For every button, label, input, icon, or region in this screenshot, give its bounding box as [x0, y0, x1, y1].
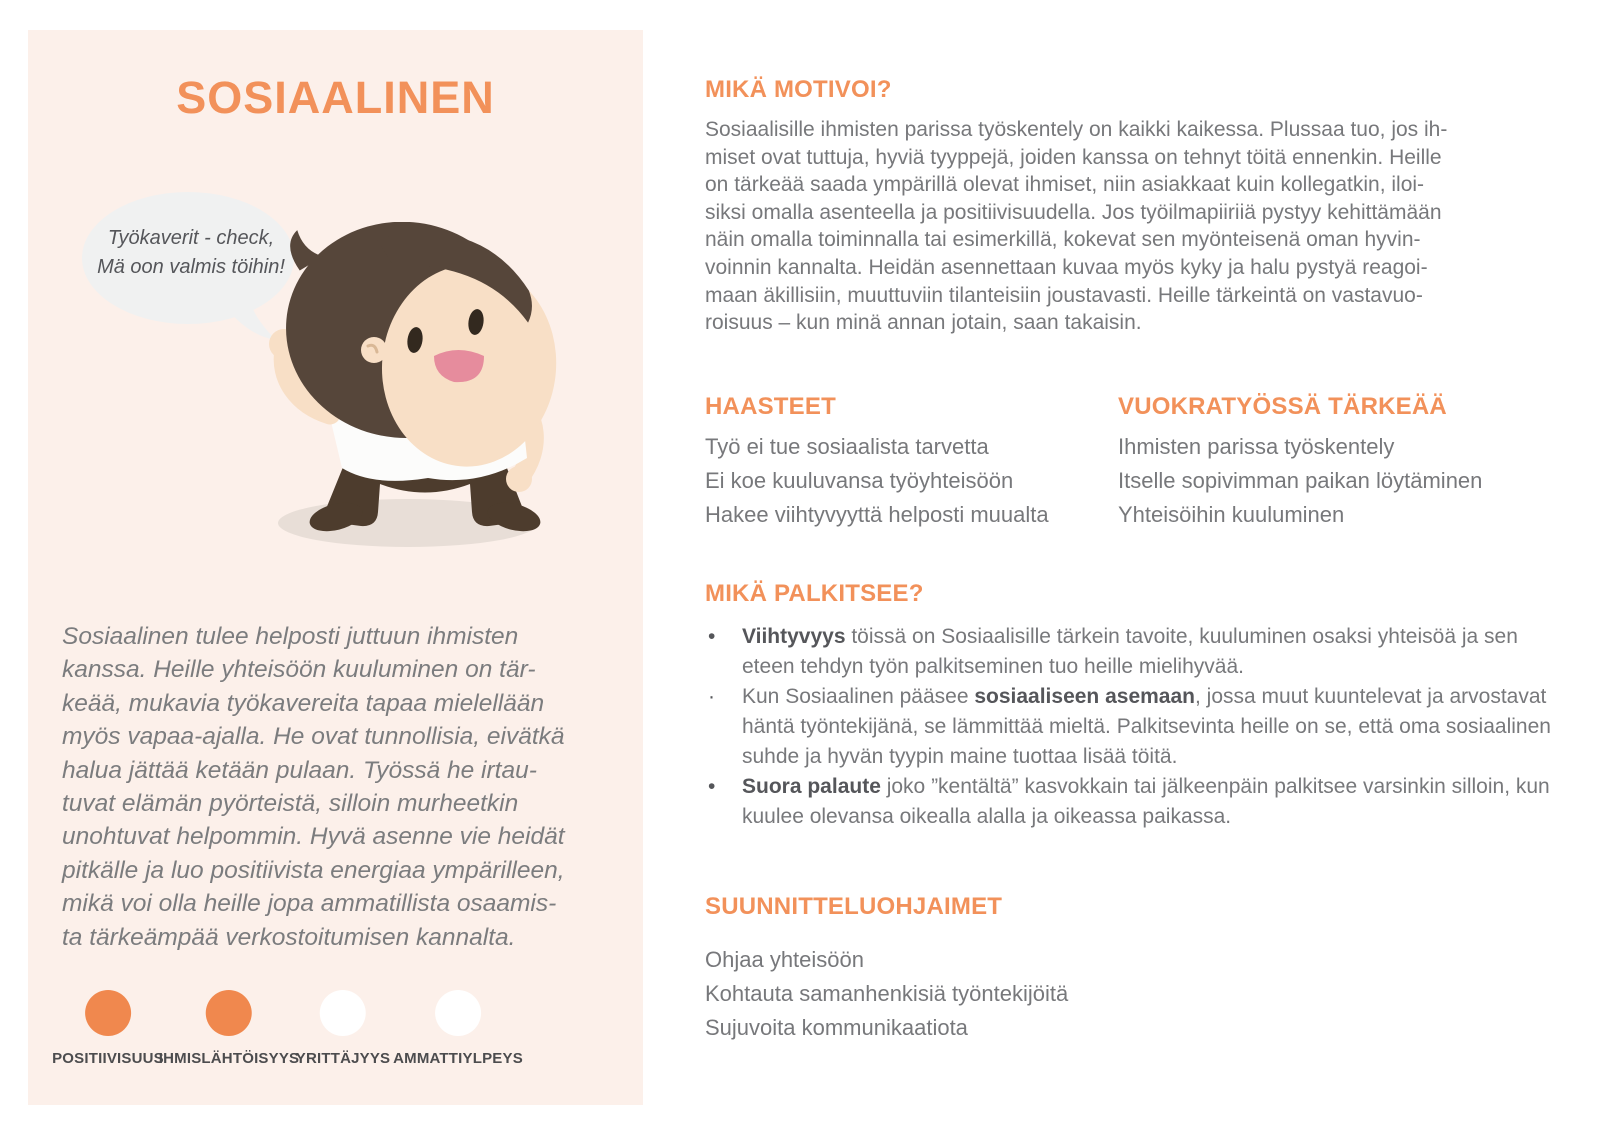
- challenge-item: Ei koe kuuluvansa työyhteisöön: [705, 468, 1014, 493]
- trait-label: POSITIIVISUUS: [52, 1050, 164, 1067]
- section-rewards: [705, 580, 1554, 832]
- paragraph-line: on tärkeää saada ympärillä olevat ihmiset, niin asiakkaat kuin kollegatkin, iloi-: [705, 173, 1425, 197]
- challenge-item: Hakee viihtyvyyttä helposti muualta: [705, 502, 1049, 527]
- section-design-drivers: [705, 893, 1068, 1045]
- paragraph-line: miset ovat tuttuja, hyviä tyyppejä, joiden kanssa on tehnyt töitä ennenkin. Heille: [705, 145, 1442, 169]
- description-line: myös vapaa-ajalla. He ovat tunnollisia, eivätkä: [62, 723, 565, 751]
- description-line: mikä voi olla heille jopa ammatillista osaamis-: [62, 890, 557, 918]
- description-line: kanssa. Heille yhteisöön kuuluminen on tär-: [62, 656, 536, 684]
- bullet-text: Viihtyvyys töissä on Sosiaalisille tärkein tavoite, kuuluminen osaksi yhteisöä ja sen eteen tehdyn työn palkitseminen tuo heille mielihyvää.: [742, 625, 1518, 678]
- description-line: Sosiaalinen tulee helposti juttuun ihmisten: [62, 623, 519, 650]
- paragraph-line: voinnin kannalta. Heidän asennettaan kuvaa myös kyky ja halu pystyä reagoi-: [705, 255, 1428, 279]
- motivates-paragraph: [705, 116, 1447, 337]
- paragraph-line: siksi omalla asenteella ja positiivisuudella. Jos työilmapiiriiä pystyy kehittämään: [705, 200, 1442, 224]
- trait-circle: [206, 990, 252, 1036]
- trait-yrittajyys: [296, 990, 391, 1067]
- section-heading: VUOKRATYÖSSÄ TÄRKEÄÄ: [1118, 393, 1447, 420]
- reward-bullet: [705, 772, 1554, 832]
- character-illustration: [228, 222, 573, 552]
- description-line: tuvat elämän pyörteistä, silloin murheetkin: [62, 790, 519, 818]
- section-heading: MIKÄ PALKITSEE?: [705, 580, 924, 607]
- speech-line-1: Työkaverit - check,: [107, 227, 275, 249]
- challenges-list: [705, 430, 1049, 532]
- paragraph-line: roisuus – kun minä annan jotain, saan takaisin.: [705, 311, 1142, 335]
- left-panel: [28, 30, 643, 1105]
- trait-label: YRITTÄJYYS: [295, 1050, 391, 1067]
- design-driver-item: Kohtauta samanhenkisiä työntekijöitä: [705, 981, 1069, 1006]
- paragraph-line: Sosiaalisille ihmisten parissa työskentely on kaikki kaikessa. Plussaa tuo, jos ih-: [705, 118, 1448, 141]
- description-line: keää, mukavia työkavereita tapaa mielellään: [62, 689, 545, 717]
- section-temp-work: [1118, 393, 1482, 532]
- section-heading: HAASTEET: [705, 393, 836, 420]
- section-heading: SUUNNITTELUOHJAIMET: [705, 893, 1003, 920]
- design-driver-item: Sujuvoita kommunikaatiota: [705, 1015, 968, 1040]
- reward-bullet: [705, 622, 1554, 682]
- trait-positiivisuus: [52, 990, 164, 1067]
- trait-ihmislahtoisyys: [159, 990, 300, 1067]
- rewards-list: [705, 622, 1554, 832]
- profile-description: [62, 620, 565, 954]
- design-driver-item: Ohjaa yhteisöön: [705, 947, 864, 972]
- bullet-text: Kun Sosiaalinen pääsee sosiaaliseen asemaan, jossa muut kuuntelevat ja arvostavat häntä työntekijänä, se lämmittää mieltä. Palkitsevinta heille on se, että oma sosiaalinen suhde ja hyvän tyypin maine tuottaa lisää töitä.: [742, 685, 1551, 768]
- description-line: ta tärkeämpää verkostoitumisen kannalta.: [62, 923, 516, 951]
- section-motivates: [705, 76, 1447, 337]
- challenge-item: Työ ei tue sosiaalista tarvetta: [705, 434, 989, 459]
- trait-label: IHMISLÄHTÖISYYS: [158, 1050, 300, 1067]
- temp-work-item: Itselle sopivimman paikan löytäminen: [1118, 468, 1483, 493]
- temp-work-list: [1118, 430, 1482, 532]
- section-heading: MIKÄ MOTIVOI?: [705, 76, 892, 103]
- paragraph-line: näin omalla toiminnalla tai esimerkillä, kokevat sen myönteisenä oman hyvin-: [705, 228, 1421, 252]
- profile-title: SOSIAALINEN: [176, 72, 495, 123]
- trait-ammattiylpeys: [393, 990, 523, 1067]
- speech-line-2: Mä oon valmis töihin!: [97, 256, 285, 278]
- temp-work-item: Ihmisten parissa työskentely: [1118, 434, 1395, 459]
- trait-circle: [435, 990, 481, 1036]
- paragraph-line: maan äkillisiin, muuttuviin tilanteisiin joustavasti. Heille tärkeintä on vastavuo-: [705, 283, 1423, 307]
- bullet-marker: ·: [708, 685, 715, 708]
- reward-bullet: [705, 682, 1554, 772]
- temp-work-item: Yhteisöihin kuuluminen: [1118, 502, 1345, 527]
- trait-label: AMMATTIYLPEYS: [393, 1050, 523, 1067]
- description-line: halua jättää ketään pulaan. Työssä he irtau-: [62, 756, 537, 784]
- design-drivers-list: [705, 943, 1068, 1045]
- description-line: pitkälle ja luo positiivista energiaa ympärilleen,: [62, 856, 565, 884]
- trait-circle: [320, 990, 366, 1036]
- trait-circle: [85, 990, 131, 1036]
- bullet-marker: •: [708, 775, 716, 798]
- section-challenges: [705, 393, 1049, 532]
- description-line: unohtuvat helpommin. Hyvä asenne vie heidät: [62, 823, 565, 851]
- bullet-marker: •: [708, 625, 716, 648]
- bullet-text: Suora palaute joko ”kentältä” kasvokkain tai jälkeenpäin palkitsee varsinkin silloin, kun kuulee olevansa oikealla alalla ja oikeassa paikassa.: [742, 775, 1550, 828]
